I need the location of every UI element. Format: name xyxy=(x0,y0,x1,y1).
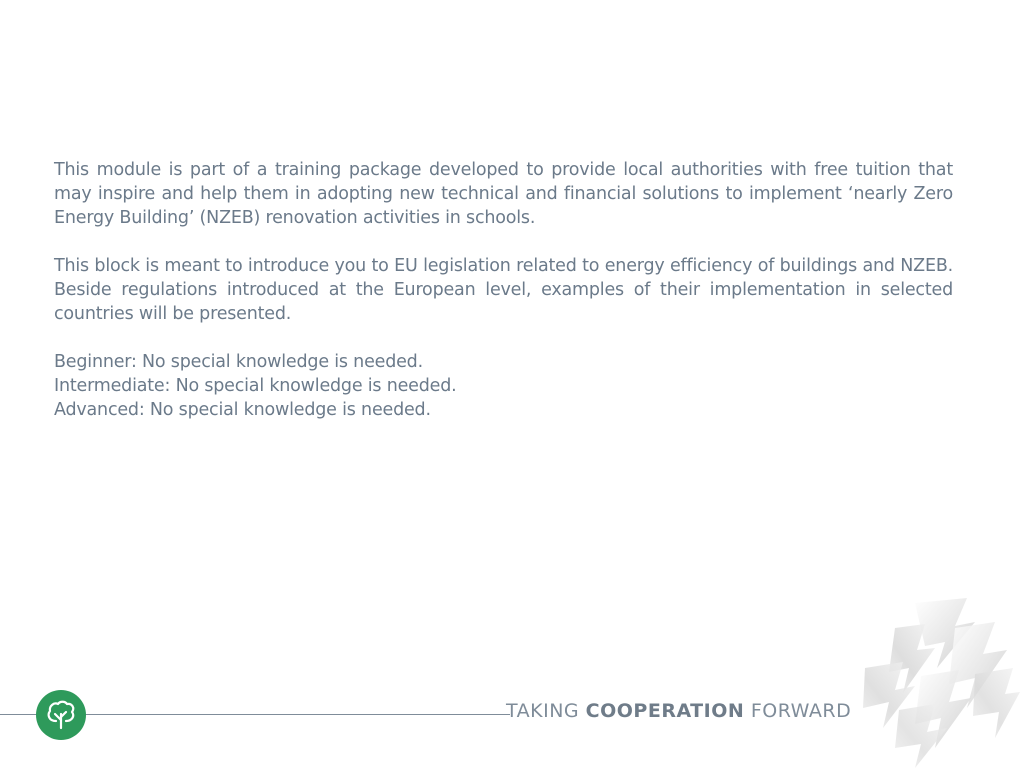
tree-icon xyxy=(36,690,86,740)
tagline-suffix: FORWARD xyxy=(744,700,852,722)
level-advanced: Advanced: No special knowledge is needed. xyxy=(54,400,431,420)
intro-paragraph: This module is part of a training package developed to provide local authorities with free tuition that may inspire and help them in adopting new technical and financial solutions to implement ‘nearly Zero Energy Building’ (NZEB) renovation activities in schools. xyxy=(54,160,953,228)
level-intermediate: Intermediate: No special knowledge is needed. xyxy=(54,376,457,396)
module-description xyxy=(54,158,953,422)
decorative-arrows xyxy=(855,598,1020,768)
level-beginner: Beginner: No special knowledge is needed. xyxy=(54,352,423,372)
block-paragraph: This block is meant to introduce you to EU legislation related to energy efficiency of buildings and NZEB. Beside regulations introduced at the European level, examples of their implementation in selected countries will be presented. xyxy=(54,256,953,324)
tagline-prefix: TAKING xyxy=(506,700,586,722)
tagline-emphasis: COOPERATION xyxy=(585,700,745,722)
level-list xyxy=(54,350,953,422)
footer-tagline xyxy=(506,700,851,722)
